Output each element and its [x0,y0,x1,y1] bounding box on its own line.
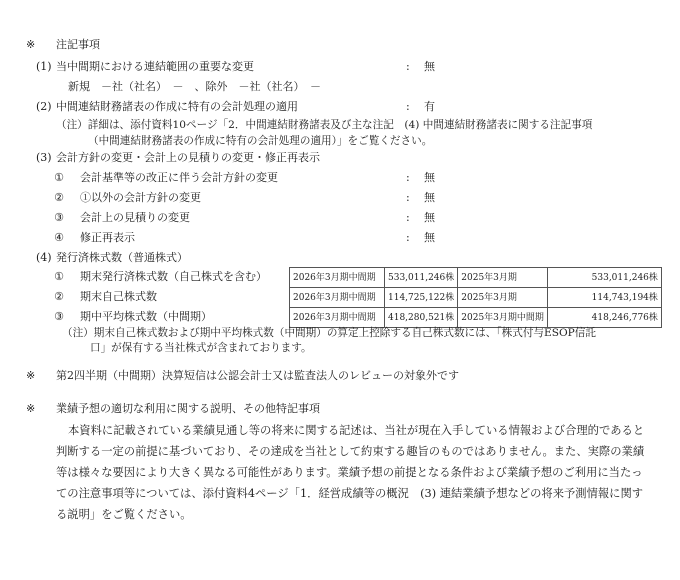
item4-row1-label: 期末発行済株式数（自己株式を含む） [80,270,267,283]
shares-value-cell: 533,011,246株 [547,268,661,288]
item4-label: 発行済株式数（普通株式） [56,251,188,264]
notes-heading: 注記事項 [56,38,100,51]
forecast-line: 判断する一定の前提に基づいており、その達成を当社として約束する趣旨のものではありません。また、実際の業績 [56,445,645,458]
item3-sub2-colon: : [406,191,410,204]
item2-number: (2) [36,100,52,113]
forecast-heading: 業績予想の適切な利用に関する説明、その他特記事項 [56,402,320,415]
period-cell: 2025年3月期中間期 [458,308,548,328]
period-cell: 2026年3月期中間期 [290,268,385,288]
item4-number: (4) [36,251,52,264]
note-mark: ※ [26,38,36,51]
item3-sub4-colon: : [406,231,410,244]
item4-note-line1: （注）期末自己株式数および期中平均株式数（中間期）の算定上控除する自己株式数には、「株式付与ESOP信託 [62,327,596,339]
item3-sub4-label: 修正再表示 [80,231,135,244]
item3-sub2-number: ② [54,191,64,204]
shares-value-cell: 418,280,521株 [385,308,458,328]
table-row [290,288,662,308]
shares-value-cell: 114,743,194株 [547,288,661,308]
forecast-mark: ※ [26,402,36,415]
item4-row3-number: ③ [54,310,64,323]
item3-sub1-label: 会計基準等の改正に伴う会計方針の変更 [80,171,278,184]
forecast-line: 本資料に記載されている業績見通し等の将来に関する記述は、当社が現在入手している情報および合理的であると [68,424,645,437]
item1-colon: : [406,60,410,73]
shares-value-cell: 114,725,122株 [385,288,458,308]
item3-sub1-colon: : [406,171,410,184]
item1-number: (1) [36,60,52,73]
shares-value-cell: 533,011,246株 [385,268,458,288]
item3-sub3-value: 無 [424,211,435,224]
review-mark: ※ [26,369,36,382]
item3-sub4-value: 無 [424,231,435,244]
item3-sub3-number: ③ [54,211,64,224]
forecast-line: 等は様々な要因により大きく異なる可能性があります。業績予想の前提となる条件および業績予想のご利用に当たっ [56,466,643,479]
item3-sub3-colon: : [406,211,410,224]
item4-row3-label: 期中平均株式数（中間期） [80,310,212,323]
item3-sub2-label: ①以外の会計方針の変更 [80,191,201,204]
shares-value-cell: 418,246,776株 [547,308,661,328]
item3-sub2-value: 無 [424,191,435,204]
item2-note-line1: （注）詳細は、添付資料10ページ「2．中間連結財務諸表及び主な注記 (4) 中間連結財務諸表に関する注記事項 [56,119,593,131]
item2-colon: : [406,100,410,113]
item4-row2-number: ② [54,290,64,303]
item3-sub1-value: 無 [424,171,435,184]
table-row [290,308,662,328]
item2-label: 中間連結財務諸表の作成に特有の会計処理の適用 [56,100,298,113]
period-cell: 2026年3月期中間期 [290,308,385,328]
item2-value: 有 [424,100,435,113]
item3-sub1-number: ① [54,171,64,184]
review-text: 第2四半期（中間期）決算短信は公認会計士又は監査法人のレビューの対象外です [56,369,459,382]
item4-row1-number: ① [54,270,64,283]
forecast-line: ての注意事項等については、添付資料4ページ「1．経営成績等の概況 (3) 連結業績予想などの将来予測情報に関す [56,487,644,500]
period-cell: 2025年3月期 [458,288,548,308]
shares-table [289,267,662,328]
item3-label: 会計方針の変更・会計上の見積りの変更・修正再表示 [56,151,320,164]
item1-label: 当中間期における連結範囲の重要な変更 [56,60,254,73]
item3-sub3-label: 会計上の見積りの変更 [80,211,190,224]
period-cell: 2026年3月期中間期 [290,288,385,308]
item1-detail: 新規 －社（社名） － 、除外 －社（社名） － [68,80,321,93]
item2-note-line2: （中間連結財務諸表の作成に特有の会計処理の適用）」をご覧ください。 [88,135,433,147]
forecast-line: る説明」をご覧ください。 [56,508,192,521]
item3-number: (3) [36,151,52,164]
item1-value: 無 [424,60,435,73]
item4-note-line2: 口」が保有する当社株式が含まれております。 [90,342,312,354]
period-cell: 2025年3月期 [458,268,548,288]
forecast-paragraph [56,420,678,525]
item4-row2-label: 期末自己株式数 [80,290,157,303]
item3-sub4-number: ④ [54,231,64,244]
table-row [290,268,662,288]
